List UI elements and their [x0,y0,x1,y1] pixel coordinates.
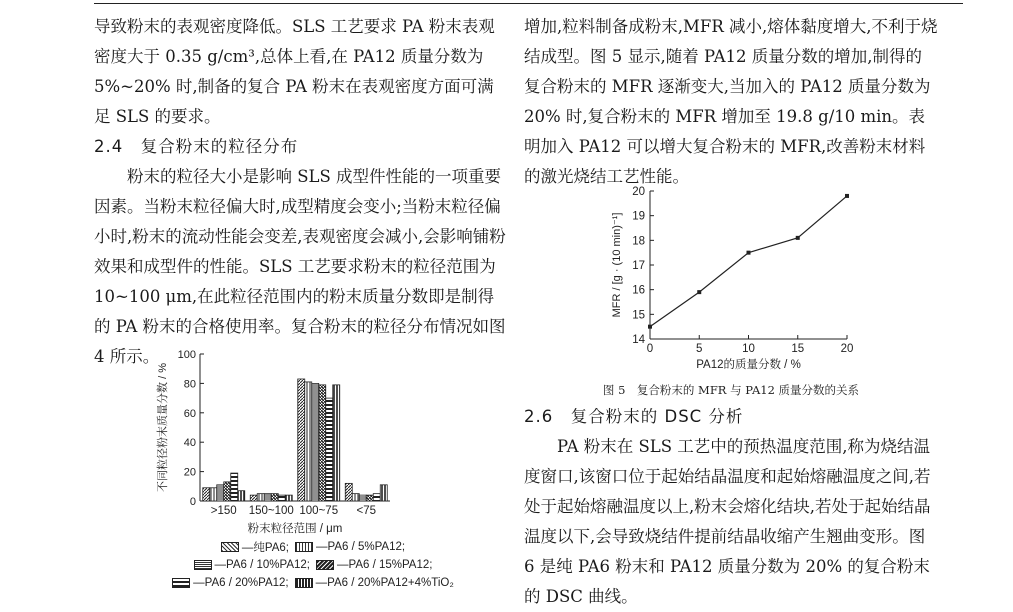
bar [305,382,312,501]
bar [319,385,326,501]
bar [238,491,245,501]
bar [250,495,257,501]
legend-label-15pa12: —PA6 / 15%PA12; [337,559,433,571]
y-tick-label: 16 [632,284,645,297]
right-para-2: PA 粉末在 SLS 工艺中的预热温度范围,称为烧结温度窗口,该窗口位于起始结晶温度和起始熔融温度之间,若处于起始熔融温度以上,粉末会熔化结块,若处于起始结晶温度以下,会导致烧结件提前结晶收缩产生翘曲变形。图 6 是纯 PA6 粉末和 PA12 质量分数为 20% 的复合粉末的 DSC 曲线。 [524,437,931,606]
y-tick-label: 0 [189,496,196,508]
legend-label-20pa12-tio2: —PA6 / 20%PA12+4%TiO₂ [315,577,454,589]
bar [352,494,359,501]
bar [210,488,217,501]
bar [231,473,238,501]
y-tick-label: 15 [632,309,645,322]
bar [333,385,340,501]
legend-swatch-20pa12 [172,578,190,588]
left-para-1: 导致粉末的表观密度降低。SLS 工艺要求 PA 粉末表观密度大于 0.35 g/cm³,总体上看,在 PA12 质量分数为 5%~20% 时,制备的复合 PA 粉末在表观密度方面可满足 SLS 的要求。 [94,17,495,126]
data-point [697,290,701,294]
data-point [796,236,800,240]
section-heading-2-6: 2.6 复合粉末的 DSC 分析 [524,407,744,426]
legend-swatch-10pa12 [194,560,212,570]
bar [359,495,366,501]
y-tick-label: 14 [632,334,645,346]
x-tick-label: <75 [356,505,377,517]
y-tick-label: 17 [632,260,645,272]
figure-4-legend [120,538,500,592]
legend-label-5pa12: —PA6 / 5%PA12; [316,541,406,553]
y-axis-title: MFR / [g · (10 min)⁻¹] [611,212,623,318]
legend-swatch-20pa12-tio2 [295,578,313,588]
bar [217,485,224,501]
legend-swatch-15pa12 [316,560,334,570]
figure-5-line-chart [600,180,870,380]
bar [326,398,333,501]
bar [278,495,285,501]
left-para-2: 粉末的粒径大小是影响 SLS 成型件性能的一项重要因素。当粉末粒径偏大时,成型精度会变小;当粉末粒径偏小时,粉末的流动性能会变差,表观密度会减小,会影响铺粉效果和成型件的性能。SLS 工艺要求粉末的粒径范围为 10~100 μm,在此粒径范围内的粉末质量分数即是制得的 PA 粉末的合格使用率。复合粉末的粒径分布情况如图 4 所示。 [94,167,506,366]
x-axis-title: PA12的质量分数 / % [696,359,801,371]
bar [373,494,380,501]
y-tick-label: 100 [177,349,196,361]
legend-label-20pa12: —PA6 / 20%PA12; [193,577,289,589]
x-tick-label: 5 [696,343,703,355]
figure-4-bar-chart [150,344,400,539]
x-tick-label: 10 [742,343,755,355]
y-tick-label: 80 [183,378,196,391]
x-tick-label: 15 [791,343,805,355]
section-heading-2-4: 2.4 复合粉末的粒径分布 [94,137,299,156]
x-tick-label: 150~100 [248,505,294,517]
x-tick-label: 100~75 [299,505,339,517]
bar [380,485,387,501]
y-tick-label: 60 [183,407,196,420]
data-point [747,251,751,255]
bar [285,495,292,501]
legend-swatch-pure-pa6 [221,542,239,552]
series-line [650,196,847,327]
right-column-lower [524,402,938,612]
top-rule [94,3,963,4]
legend-swatch-5pa12 [295,542,313,552]
x-axis-title: 粉末粒径范围 / μm [247,523,343,535]
data-point [648,325,652,329]
legend-label-pure-pa6: —纯PA6; [241,542,289,554]
left-column [94,12,510,372]
y-tick-label: 20 [632,186,645,198]
right-para-1: 增加,粒料制备成粉末,MFR 减小,熔体黏度增大,不利于烧结成型。图 5 显示,随着 PA12 质量分数的增加,制得的复合粉末的 MFR 逐渐变大,当加入的 PA12 质量分数为 20% 时,复合粉末的 MFR 增加至 19.8 g/10 min。表明加入 PA12 可以增大复合粉末的 MFR,改善粉末材料的激光烧结工艺性能。 [524,17,938,186]
y-tick-label: 20 [183,466,196,479]
bar [366,495,373,501]
bar [312,383,319,501]
bar [203,488,210,501]
data-point [845,194,849,198]
bar [224,482,231,501]
bar [345,483,352,501]
y-tick-label: 40 [183,437,196,450]
bar [264,494,271,501]
y-axis-title: 不同粒径粉末质量分数 / % [157,363,169,492]
x-tick-label: >150 [210,505,237,517]
x-tick-label: 20 [840,343,854,355]
bar [298,379,305,501]
y-tick-label: 18 [632,235,645,248]
legend-label-10pa12: —PA6 / 10%PA12; [214,559,310,571]
right-column [524,12,938,192]
bar [271,494,278,501]
y-tick-label: 19 [632,210,645,223]
figure-5-caption: 图 5 复合粉末的 MFR 与 PA12 质量分数的关系 [602,383,860,397]
bar [257,494,264,501]
x-tick-label: 0 [646,343,654,355]
